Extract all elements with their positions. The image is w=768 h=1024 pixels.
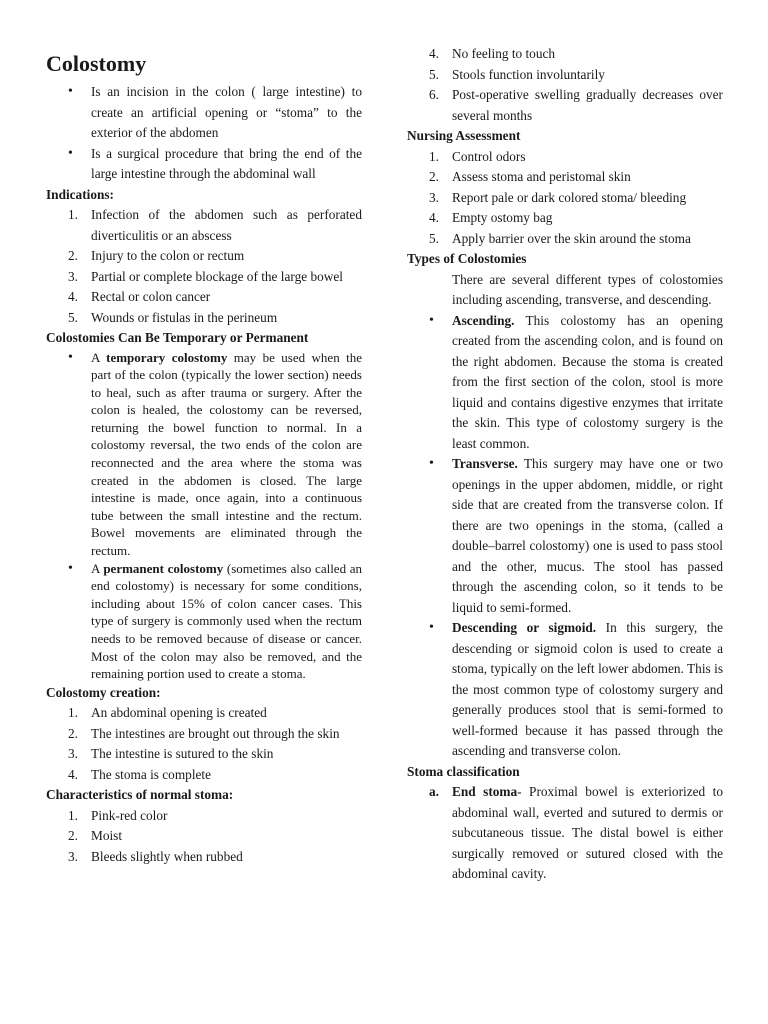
- nursing-heading: Nursing Assessment: [407, 128, 521, 143]
- item-text: Empty ostomy bag: [452, 210, 553, 225]
- normal-stoma-heading: Characteristics of normal stoma:: [46, 787, 234, 803]
- temp-perm-list: [46, 349, 362, 683]
- item-text: Injury to the colon or rectum: [91, 248, 245, 263]
- item-text: Rectal or colon cancer: [91, 289, 211, 304]
- temp-perm-heading: Colostomies Can Be Temporary or Permanent: [46, 330, 309, 345]
- classification-heading: Stoma classification: [407, 763, 520, 779]
- list-item: [407, 188, 723, 209]
- text-body: This surgery may have one or two openings in the upper abdomen, middle, or right side that are created from the transverse colon. If there are two openings in the stoma, (called a double–barrel colostomy) one is used to pass stool and the other, mucus. The stool has passed through the ascending colon, so it tends to be liquid to semi-formed.: [452, 456, 723, 615]
- text-body: This colostomy has an opening created from the ascending colon, and is found on the right abdomen. Because the stoma is created from the first section of the colon, stool is more liquid and contains digestive enzymes that irritate the skin. This type of colostomy surgery is the least common.: [452, 312, 723, 451]
- item-text: Post-operative swelling gradually decreases over several months: [452, 87, 723, 123]
- normal-stoma-list-part2: [407, 44, 723, 126]
- intro-list: [46, 82, 362, 185]
- list-item: [46, 806, 362, 827]
- item-number: 2.: [68, 828, 78, 844]
- list-item: [46, 724, 362, 745]
- item-text: Infection of the abdomen such as perforated diverticulitis or an abscess: [91, 207, 362, 243]
- item-letter: a.: [429, 784, 439, 799]
- item-number: 3.: [68, 746, 78, 762]
- list-item: [407, 229, 723, 250]
- list-item: [46, 287, 362, 308]
- list-item-transverse: [407, 454, 723, 618]
- term-transverse: Transverse.: [452, 456, 518, 471]
- list-item: [46, 744, 362, 765]
- list-item: [407, 167, 723, 188]
- item-text: Report pale or dark colored stoma/ bleeding: [452, 189, 687, 205]
- indications-heading: Indications:: [46, 186, 114, 202]
- item-text: The intestines are brought out through the skin: [91, 725, 340, 741]
- list-item-end-stoma: [407, 782, 723, 885]
- term-temporary-colostomy: temporary colostomy: [106, 349, 228, 365]
- list-item: [407, 85, 723, 126]
- item-number: 1.: [68, 705, 78, 721]
- term-permanent-colostomy: permanent colostomy: [103, 560, 224, 576]
- left-column: [46, 44, 362, 867]
- item-number: 5.: [68, 309, 78, 325]
- item-text: Assess stoma and peristomal skin: [452, 169, 631, 184]
- item-text: Stools function involuntarily: [452, 66, 605, 82]
- item-number: 4.: [429, 46, 439, 61]
- list-item: [46, 308, 362, 329]
- item-number: 1.: [68, 207, 78, 222]
- item-number: 4.: [68, 289, 78, 304]
- list-item: [46, 765, 362, 786]
- list-item: [407, 147, 723, 168]
- text-body: - Proximal bowel is exteriorized to abdominal wall, everted and sutured to dermis or subcutaneous tissue. The distal bowel is either surgically removed or sutured closed with the abdominal cavity.: [452, 784, 723, 881]
- list-item: [46, 703, 362, 724]
- list-item: [407, 208, 723, 229]
- list-item: [46, 267, 362, 288]
- list-item: [46, 246, 362, 267]
- right-column: [407, 44, 723, 885]
- item-text: Control odors: [452, 148, 526, 164]
- item-number: 4.: [68, 766, 78, 782]
- item-number: 3.: [429, 189, 439, 205]
- item-number: 1.: [68, 807, 78, 823]
- list-item: [407, 44, 723, 65]
- list-item-temporary: [46, 349, 362, 560]
- item-text: Moist: [91, 828, 123, 844]
- list-item-descending: [407, 618, 723, 762]
- item-number: 5.: [429, 66, 439, 82]
- creation-list: [46, 703, 362, 785]
- item-number: 4.: [429, 210, 439, 225]
- item-number: 2.: [429, 169, 439, 184]
- item-text: The intestine is sutured to the skin: [91, 746, 274, 762]
- list-item: • Is a surgical procedure that bring the end of the large intestine through the abdominal wall: [46, 144, 362, 185]
- item-number: 1.: [429, 148, 439, 164]
- text-body: In this surgery, the descending or sigmoid colon is used to create a stoma, typically on the left lower abdomen. This is the most common type of colostomy surgery and generally produces stool that is semi-formed to well-formed because it has passed through the ascending and transverse colon.: [452, 620, 723, 758]
- classification-list: [407, 782, 723, 885]
- indications-list: [46, 205, 362, 328]
- item-text: Wounds or fistulas in the perineum: [91, 309, 278, 325]
- list-item: [46, 826, 362, 847]
- text-body: (sometimes also called an end colostomy) is necessary for some conditions, including about 15% of colon cancer cases. This type of surgery is commonly used when the rectum needs to be removed because of disease or cancer. Most of the colon may also be removed, and the remaining portion used to create a stoma.: [91, 560, 362, 682]
- item-text: Bleeds slightly when rubbed: [91, 848, 243, 864]
- normal-stoma-list-part1: [46, 806, 362, 868]
- list-item: [46, 847, 362, 868]
- text-lead: A: [91, 560, 104, 576]
- item-number: 2.: [68, 725, 78, 741]
- types-list: [407, 311, 723, 762]
- item-text: Partial or complete blockage of the large bowel: [91, 268, 343, 284]
- item-number: 5.: [429, 230, 439, 246]
- types-heading: Types of Colostomies: [407, 251, 527, 266]
- item-text: An abdominal opening is created: [91, 705, 267, 721]
- creation-heading: Colostomy creation:: [46, 684, 161, 700]
- item-number: 6.: [429, 87, 439, 102]
- list-item: [46, 205, 362, 246]
- list-item-permanent: [46, 560, 362, 683]
- item-text: Pink-red color: [91, 807, 168, 823]
- nursing-list: [407, 147, 723, 250]
- item-number: 2.: [68, 248, 78, 263]
- item-number: 3.: [68, 268, 78, 284]
- item-text: Apply barrier over the skin around the stoma: [452, 230, 691, 246]
- item-number: 3.: [68, 848, 78, 864]
- text-lead: A: [91, 349, 107, 365]
- text-body: may be used when the part of the colon (typically the lower section) needs to heal, such as after trauma or surgery. After the colon is healed, the colostomy can be reversed, returning the bowel function to normal. In a colostomy reversal, the two ends of the colon are reconnected and the area where the stoma was created in the abdomen is closed. The large intestine is made, once again, into a continuous tube between the small intestine and the rectum. Bowel movements are eliminated through the rectum.: [91, 349, 362, 559]
- list-item-ascending: [407, 311, 723, 455]
- item-text: The stoma is complete: [91, 766, 212, 782]
- item-text: No feeling to touch: [452, 46, 556, 61]
- page-title: Colostomy: [46, 51, 147, 76]
- term-end-stoma: End stoma: [452, 784, 518, 799]
- list-item: [407, 65, 723, 86]
- list-item: • Is an incision in the colon ( large intestine) to create an artificial opening or “stoma” to the exterior of the abdomen: [46, 82, 362, 144]
- term-ascending: Ascending.: [452, 312, 515, 328]
- term-descending: Descending or sigmoid.: [452, 620, 597, 635]
- types-intro: There are several different types of colostomies including ascending, transverse, and descending.: [452, 271, 723, 307]
